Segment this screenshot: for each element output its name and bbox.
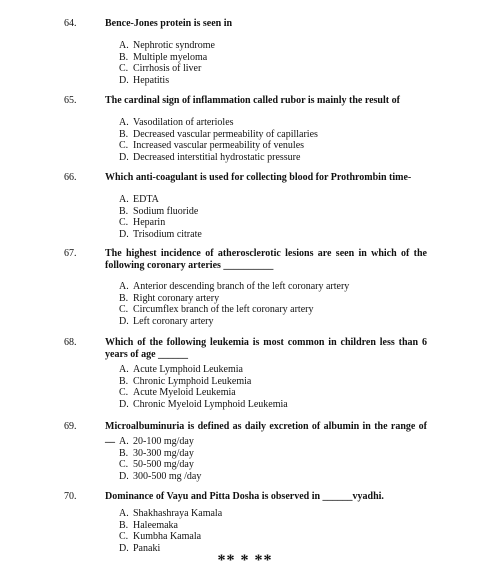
option-letter: C.: [119, 63, 129, 75]
question-number: 66.: [64, 172, 77, 183]
option-text: Right coronary artery: [133, 292, 220, 304]
option-b: [119, 129, 318, 141]
option-b: [119, 448, 201, 460]
option-letter: C.: [119, 304, 129, 316]
question-number: 68.: [64, 337, 77, 348]
question-number: 69.: [64, 421, 77, 432]
option-a: [119, 281, 349, 293]
question-text: Bence-Jones protein is seen in: [105, 18, 233, 29]
option-letter: D.: [119, 398, 129, 410]
question-text: Microalbuminuria is defined as daily excretion of albumin in the range of __: [105, 421, 427, 444]
option-c: [119, 531, 222, 543]
option-c: [119, 304, 349, 316]
option-letter: D.: [119, 542, 129, 554]
option-d: [119, 152, 318, 164]
option-a: [119, 194, 202, 206]
option-text: Decreased vascular permeability of capillaries: [133, 128, 318, 140]
question-text: Dominance of Vayu and Pitta Dosha is observed in ______vyadhi.: [105, 491, 384, 502]
option-text: 20-100 mg/day: [133, 436, 194, 447]
option-d: [119, 229, 202, 241]
option-text: Trisodium citrate: [133, 228, 202, 240]
option-letter: C.: [119, 459, 129, 471]
question-text: The highest incidence of atherosclerotic lesions are seen in which of the following coronary arteries __________: [105, 248, 427, 271]
option-letter: A.: [119, 194, 129, 205]
option-letter: B.: [119, 205, 129, 217]
option-text: Kumbha Kamala: [133, 531, 202, 543]
option-text: Circumflex branch of the left coronary artery: [133, 304, 314, 316]
option-text: Increased vascular permeability of venules: [133, 140, 305, 152]
option-text: Vasodilation of arterioles: [133, 117, 234, 128]
option-letter: A.: [119, 436, 129, 447]
option-a: [119, 364, 288, 376]
option-c: [119, 459, 201, 471]
option-list: [119, 436, 201, 482]
option-text: Hepatitis: [133, 74, 170, 86]
option-a: [119, 508, 222, 520]
option-text: Heparin: [133, 217, 166, 229]
option-letter: A.: [119, 281, 129, 292]
option-d: [119, 75, 215, 87]
option-letter: D.: [119, 74, 129, 86]
option-list: [119, 364, 288, 410]
option-letter: B.: [119, 292, 129, 304]
option-letter: B.: [119, 51, 129, 63]
option-text: Anterior descending branch of the left coronary artery: [133, 281, 350, 292]
option-letter: D.: [119, 470, 129, 482]
option-text: Sodium fluoride: [133, 205, 199, 217]
option-text: Acute Lymphoid Leukemia: [133, 364, 243, 375]
option-letter: B.: [119, 519, 129, 531]
option-list: [119, 40, 215, 86]
option-letter: A.: [119, 40, 129, 51]
question-text: The cardinal sign of inflammation called rubor is mainly the result of: [105, 95, 400, 106]
option-letter: C.: [119, 387, 129, 399]
option-b: [119, 376, 288, 388]
option-letter: A.: [119, 117, 129, 128]
option-list: [119, 281, 349, 327]
option-text: Cirrhosis of liver: [133, 63, 202, 75]
option-c: [119, 217, 202, 229]
option-a: [119, 436, 201, 448]
option-b: [119, 520, 222, 532]
option-a: [119, 117, 318, 129]
option-b: [119, 293, 349, 305]
question-text: Which of the following leukemia is most common in children less than 6 years of age ______: [105, 337, 427, 360]
option-letter: C.: [119, 140, 129, 152]
option-text: Haleemaka: [133, 519, 178, 531]
option-letter: D.: [119, 315, 129, 327]
option-b: [119, 52, 215, 64]
end-marker: ** * **: [217, 552, 273, 569]
option-c: [119, 387, 288, 399]
option-text: 30-300 mg/day: [133, 447, 194, 459]
question-number: 70.: [64, 491, 77, 502]
question-text: Which anti-coagulant is used for collecting blood for Prothrombin time-: [105, 172, 412, 183]
option-text: 50-500 mg/day: [133, 459, 194, 471]
option-list: [119, 194, 202, 240]
option-text: Multiple myeloma: [133, 51, 208, 63]
option-c: [119, 63, 215, 75]
option-text: Acute Myeloid Leukemia: [133, 387, 236, 399]
option-text: Decreased interstitial hydrostatic pressure: [133, 151, 301, 163]
question-number: 65.: [64, 95, 77, 106]
question-number: 64.: [64, 18, 77, 29]
option-text: 300-500 mg /day: [133, 470, 202, 482]
option-d: [119, 316, 349, 328]
option-b: [119, 206, 202, 218]
option-letter: A.: [119, 364, 129, 375]
option-text: Chronic Lymphoid Leukemia: [133, 375, 252, 387]
option-letter: D.: [119, 228, 129, 240]
option-letter: C.: [119, 217, 129, 229]
question-number: 67.: [64, 248, 77, 259]
option-text: Shakhashraya Kamala: [133, 508, 223, 519]
option-text: Nephrotic syndrome: [133, 40, 215, 51]
option-letter: B.: [119, 375, 129, 387]
option-text: Panaki: [133, 542, 161, 554]
option-c: [119, 140, 318, 152]
option-letter: B.: [119, 128, 129, 140]
option-list: [119, 508, 222, 554]
option-d: [119, 399, 288, 411]
option-letter: D.: [119, 151, 129, 163]
option-list: [119, 117, 318, 163]
option-text: Chronic Myeloid Lymphoid Leukemia: [133, 398, 288, 410]
option-text: EDTA: [133, 194, 159, 205]
option-text: Left coronary artery: [133, 315, 214, 327]
option-letter: C.: [119, 531, 129, 543]
option-letter: A.: [119, 508, 129, 519]
option-letter: B.: [119, 447, 129, 459]
option-a: [119, 40, 215, 52]
option-d: [119, 471, 201, 483]
